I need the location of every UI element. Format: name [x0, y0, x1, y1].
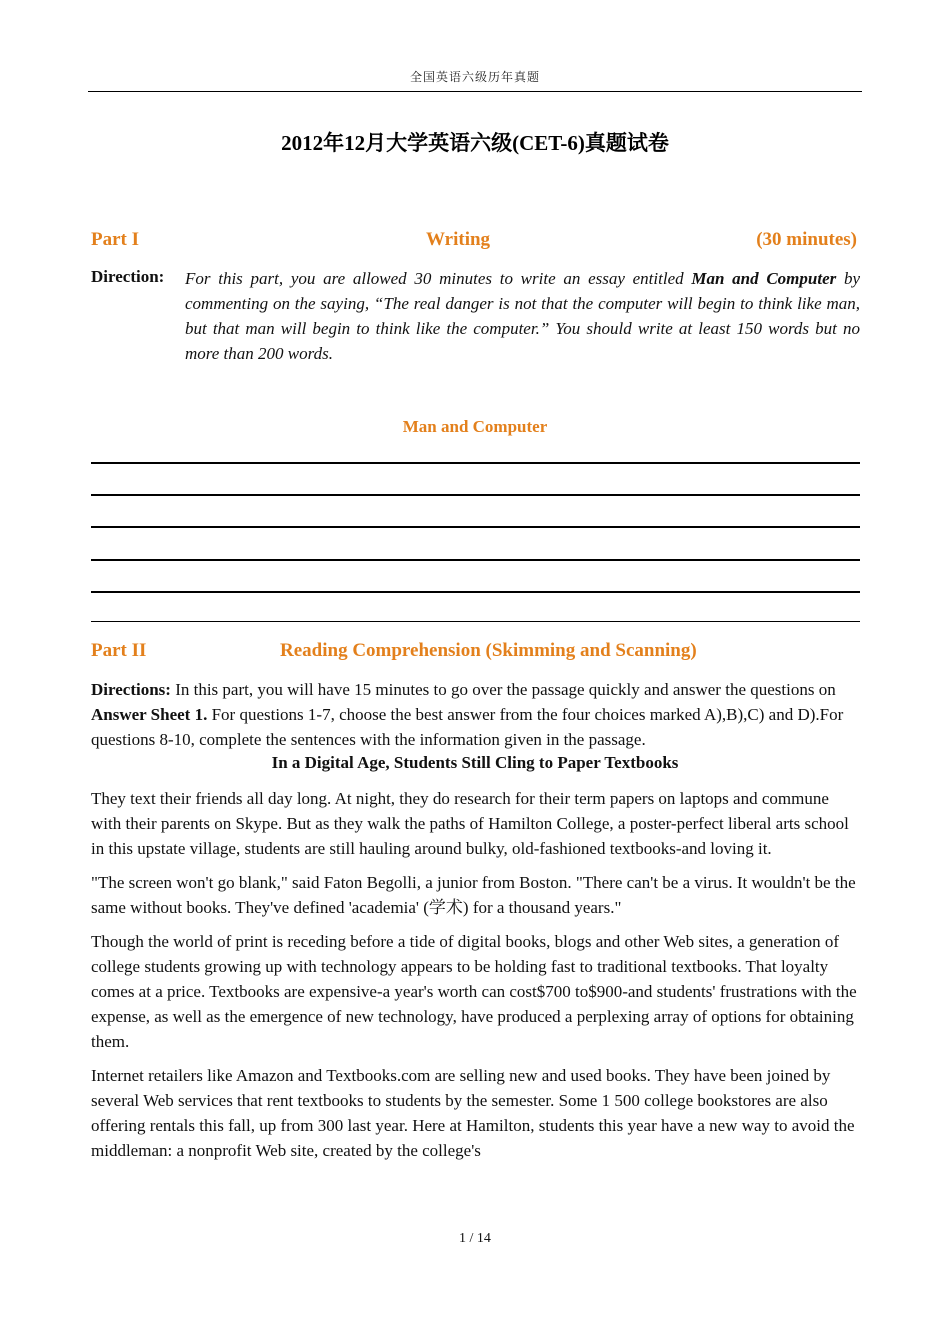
passage-paragraph: Though the world of print is receding before a tide of digital books, blogs and other Web sites, a generation of college students growing up with technology appears to be holding fast to traditional textbooks. That loyalty comes at a price. Textbooks are expensive-a year's worth can cost$700 to$900-and students' frustrations with the expense, as well as the emergence of new technology, have produced a perplexing array of options for obtaining them.	[91, 932, 857, 1051]
directions-text-1: In this part, you will have 15 minutes to go over the passage quickly and answer the questions on	[175, 680, 836, 699]
essay-title: Man and Computer	[402, 417, 548, 436]
header-rule	[88, 91, 862, 92]
directions-text-2: For questions 1-7, choose the best answer from the four choices marked A),B),C) and D).For questions 8-10, complete the sentences with the information given in the passage.	[91, 705, 844, 749]
answer-line	[91, 494, 860, 496]
page-title: 2012年12月大学英语六级(CET-6)真题试卷	[281, 131, 669, 155]
direction-label: Direction:	[91, 267, 165, 286]
direction-text-pre: For this part, you are allowed 30 minutes to write an essay entitled	[185, 269, 684, 288]
part2-label: Part II	[91, 640, 147, 661]
direction-essay-name: Man and Computer	[691, 269, 837, 288]
answer-sheet-ref: Answer Sheet 1.	[91, 705, 208, 724]
answer-line	[91, 462, 860, 464]
part1-name: Writing	[426, 229, 491, 250]
directions-label: Directions:	[91, 680, 171, 699]
passage-body	[91, 786, 860, 1172]
page-number: 1 / 14	[459, 1231, 491, 1246]
passage-paragraph: Internet retailers like Amazon and Textbooks.com are selling new and used books. They have been joined by several Web services that rent textbooks to students by the semester. Some 1 500 college bookstores are also offering rentals this fall, up from 300 last year. Here at Hamilton, students this year have a new way to avoid the middleman: a nonprofit Web site, created by the college's	[91, 1066, 855, 1160]
part2-name: Reading Comprehension (Skimming and Scanning)	[280, 640, 697, 661]
part1-time: (30 minutes)	[756, 229, 857, 250]
running-header: 全国英语六级历年真题	[409, 70, 540, 84]
part2-directions	[91, 677, 860, 752]
section-divider	[91, 621, 860, 622]
answer-line	[91, 559, 860, 561]
passage-title: In a Digital Age, Students Still Cling to Paper Textbooks	[271, 753, 679, 772]
answer-line	[91, 526, 860, 528]
answer-line	[91, 591, 860, 593]
passage-paragraph: "The screen won't go blank," said Faton Begolli, a junior from Boston. "There can't be a virus. It wouldn't be the same without books. They've defined 'academia' (学术) for a thousand years."	[91, 873, 856, 917]
passage-paragraph: They text their friends all day long. At night, they do research for their term papers on laptops and commune with their parents on Skype. But as they walk the paths of Hamilton College, a poster-perfect liberal arts school in this upstate village, students are still hauling around bulky, old-fashioned textbooks-and loving it.	[91, 789, 849, 858]
part1-label: Part I	[91, 229, 140, 250]
direction-text	[185, 266, 860, 366]
direction-text-post: by commenting on the saying, “The real danger is not that the computer will begin to think like man, but that man will begin to think like the computer.” You should write at least 150 words but no more than 200 words.	[185, 269, 861, 363]
